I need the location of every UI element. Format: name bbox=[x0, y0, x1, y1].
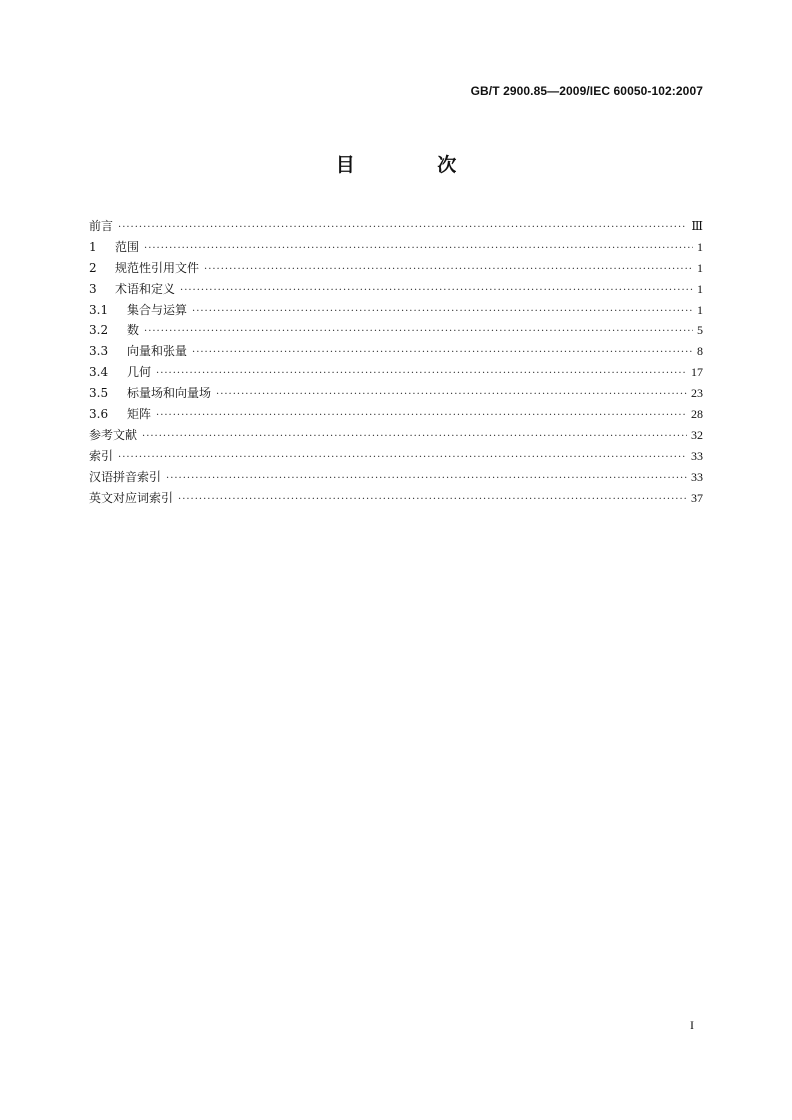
toc-entry-scope[interactable] bbox=[89, 237, 703, 258]
toc-entry-label: 矩阵 bbox=[127, 407, 152, 422]
leader-dots bbox=[144, 239, 693, 260]
toc-entry-page: 37 bbox=[691, 490, 703, 505]
toc-entry-number: 3.1 bbox=[89, 302, 109, 317]
toc-entry-page: Ⅲ bbox=[691, 219, 703, 233]
toc-entry-label: 英文对应词索引 bbox=[89, 490, 174, 505]
toc-entry-number: 3.4 bbox=[89, 365, 109, 380]
leader-dots bbox=[216, 385, 687, 406]
toc-entry-numbers[interactable] bbox=[89, 320, 703, 341]
toc-entry-page: 23 bbox=[691, 386, 703, 401]
toc-entry-label: 汉语拼音索引 bbox=[89, 469, 162, 484]
toc-entry-page: 32 bbox=[691, 427, 703, 442]
toc-entry-index[interactable] bbox=[89, 446, 703, 467]
toc-entry-page: 1 bbox=[697, 239, 703, 254]
toc-entry-terms-definitions[interactable] bbox=[89, 279, 703, 300]
toc-entry-page: 33 bbox=[691, 448, 703, 463]
leader-dots bbox=[118, 448, 687, 469]
toc-entry-page: 33 bbox=[691, 469, 703, 484]
toc-entry-number: 3.3 bbox=[89, 344, 109, 359]
toc-entry-english-index[interactable] bbox=[89, 488, 703, 509]
toc-entry-number: 3.2 bbox=[89, 323, 109, 338]
leader-dots bbox=[156, 364, 687, 385]
toc-entry-label: 前言 bbox=[89, 219, 114, 233]
toc-entry-page: 8 bbox=[697, 344, 703, 359]
leader-dots bbox=[192, 343, 693, 364]
leader-dots bbox=[118, 218, 687, 239]
toc-entry-label: 集合与运算 bbox=[127, 302, 188, 317]
toc-entry-number: 3 bbox=[89, 281, 97, 296]
toc-entry-foreword[interactable] bbox=[89, 216, 703, 237]
toc-entry-label: 几何 bbox=[127, 365, 152, 380]
toc-entry-pinyin-index[interactable] bbox=[89, 467, 703, 488]
toc-entry-bibliography[interactable] bbox=[89, 425, 703, 446]
leader-dots bbox=[204, 260, 693, 281]
leader-dots bbox=[178, 490, 687, 511]
leader-dots bbox=[166, 469, 687, 490]
toc-entry-number: 1 bbox=[89, 239, 97, 254]
leader-dots bbox=[142, 427, 687, 448]
toc-entry-page: 1 bbox=[697, 302, 703, 317]
toc-entry-number: 2 bbox=[89, 260, 97, 275]
toc-entry-geometry[interactable] bbox=[89, 362, 703, 383]
toc-entry-matrices[interactable] bbox=[89, 404, 703, 425]
leader-dots bbox=[144, 322, 693, 343]
toc-entry-label: 参考文献 bbox=[89, 427, 138, 442]
table-of-contents bbox=[89, 216, 703, 508]
toc-entry-label: 向量和张量 bbox=[127, 344, 188, 359]
toc-entry-number: 3.5 bbox=[89, 386, 109, 401]
standard-code-header: GB/T 2900.85—2009/IEC 60050-102:2007 bbox=[470, 84, 703, 98]
leader-dots bbox=[156, 406, 687, 427]
toc-entry-label: 标量场和向量场 bbox=[127, 386, 212, 401]
toc-entry-page: 17 bbox=[691, 365, 703, 380]
toc-entry-vectors-tensors[interactable] bbox=[89, 341, 703, 362]
toc-entry-normative-references[interactable] bbox=[89, 258, 703, 279]
toc-entry-sets-operations[interactable] bbox=[89, 300, 703, 321]
toc-entry-label: 数 bbox=[127, 323, 140, 338]
toc-entry-page: 5 bbox=[697, 323, 703, 338]
page-number: I bbox=[690, 1018, 694, 1032]
toc-entry-label: 规范性引用文件 bbox=[115, 260, 200, 275]
toc-entry-label: 术语和定义 bbox=[115, 281, 176, 296]
page-title: 目 次 bbox=[335, 154, 495, 176]
leader-dots bbox=[192, 302, 693, 323]
toc-entry-page: 1 bbox=[697, 260, 703, 275]
leader-dots bbox=[180, 281, 693, 302]
toc-entry-page: 1 bbox=[697, 281, 703, 296]
toc-entry-page: 28 bbox=[691, 407, 703, 422]
toc-entry-number: 3.6 bbox=[89, 407, 109, 422]
toc-entry-label: 索引 bbox=[89, 448, 114, 463]
toc-entry-label: 范围 bbox=[115, 239, 140, 254]
toc-entry-scalar-vector-fields[interactable] bbox=[89, 383, 703, 404]
